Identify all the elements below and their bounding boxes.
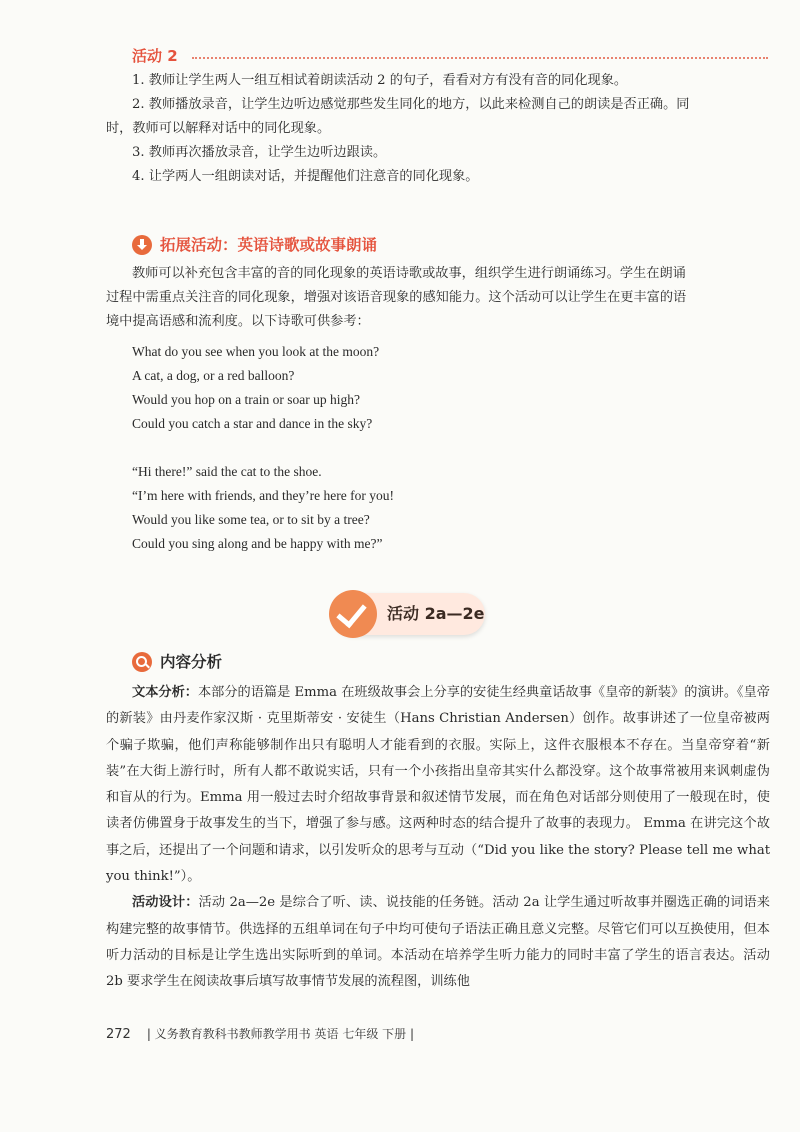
- check-icon: [329, 590, 377, 638]
- content-analysis-body: [106, 680, 770, 996]
- step-2-continued: 时，教师可以解释对话中的同化现象。: [106, 121, 331, 136]
- activity-design-text: 活动 2a—2e 是综合了听、读、说技能的任务链。活动 2a 让学生通过听故事并圈选正确的词语来构建完整的故事情节。供选择的五组单词在句子中均可使句子语法正确且意义完整。尽管它们可以互换使用，但本听力活动的目标是让学生选出实际听到的单词。本活动在培养学生听力能力的同时丰富了学生的语言表达。活动 2b 要求学生在阅读故事后填写故事情节发展的流程图，训练他: [106, 895, 770, 990]
- poem-line: What do you see when you look at the moon?: [132, 344, 380, 359]
- page-number: 272: [106, 1027, 131, 1042]
- stanza-gap: [132, 436, 732, 460]
- extension-line-1: 教师可以补充包含丰富的音的同化现象的英语诗歌或故事，组织学生进行朗诵练习。学生在朗诵: [132, 266, 686, 281]
- activity-badge-label: 活动 2a—2e: [387, 604, 485, 623]
- step-4: 4. 让学两人一组朗读对话，并提醒他们注意音的同化现象。: [132, 169, 479, 184]
- poem-line: Would you like some tea, or to sit by a tree?: [132, 512, 370, 527]
- text-analysis-paragraph: [106, 680, 770, 890]
- extension-description: [106, 262, 770, 334]
- activity-2-steps: [106, 69, 772, 189]
- content-analysis-header: [132, 650, 432, 674]
- download-icon: [132, 235, 152, 255]
- poem: [132, 340, 732, 556]
- step-1: 1. 教师让学生两人一组互相试着朗读活动 2 的句子，看看对方有没有音的同化现象。: [132, 73, 628, 88]
- extension-line-3: 境中提高语感和流利度。以下诗歌可供参考：: [106, 314, 370, 329]
- activity-2-header: [132, 46, 768, 66]
- poem-line: Would you hop on a train or soar up high?: [132, 392, 360, 407]
- activity-badge: [333, 593, 485, 635]
- poem-line: “Hi there!” said the cat to the shoe.: [132, 464, 322, 479]
- step-2: 2. 教师播放录音，让学生边听边感觉那些发生同化的地方，以此来检测自己的朗读是否正确。同: [132, 97, 690, 112]
- extension-line-2: 过程中需重点关注音的同化现象，增强对该语音现象的感知能力。这个活动可以让学生在更丰富的语: [106, 290, 687, 305]
- text-analysis-text: 本部分的语篇是 Emma 在班级故事会上分享的安徒生经典童话故事《皇帝的新装》的演讲。《皇帝的新装》由丹麦作家汉斯 · 克里斯蒂安 · 安徒生（Hans Christian Andersen）创作。故事讲述了一位皇帝被两个骗子欺骗，他们声称能够制作出只有聪明人才能看到的衣服。实际上，这件衣服根本不存在。当皇帝穿着“新装”在大街上游行时，所有人都不敢说实话，只有一个小孩指出皇帝其实什么都没穿。这个故事常被用来讽刺虚伪和盲从的行为。Emma 用一般过去时介绍故事背景和叙述情节发展，而在角色对话部分则使用了一般现在时，使读者仿佛置身于故事发生的当下，增强了参与感。这两种时态的结合提升了故事的表现力。 Emma 在讲完这个故事之后，还提出了一个问题和请求，以引发听众的思考与互动（“Did you like the story? Please tell me what you think!”）。: [106, 685, 770, 885]
- poem-line: Could you sing along and be happy with me?”: [132, 536, 383, 551]
- poem-line: Could you catch a star and dance in the sky?: [132, 416, 373, 431]
- activity-design-lead: 活动设计：: [132, 895, 199, 911]
- text-analysis-lead: 文本分析：: [132, 685, 198, 700]
- activity-design-paragraph: [106, 890, 770, 995]
- poem-line: A cat, a dog, or a red balloon?: [132, 368, 295, 383]
- step-3: 3. 教师再次播放录音，让学生边听边跟读。: [132, 145, 387, 160]
- extension-activity-header: [132, 233, 772, 257]
- extension-activity-title: 拓展活动：英语诗歌或故事朗诵: [160, 236, 378, 254]
- book-title: | 义务教育教科书教师教学用书 英语 七年级 下册 |: [146, 1027, 414, 1041]
- search-icon: [132, 652, 152, 672]
- dotted-divider: [192, 57, 768, 59]
- poem-line: “I’m here with friends, and they’re here for you!: [132, 488, 395, 503]
- page-footer: [106, 1024, 706, 1044]
- content-analysis-title: 内容分析: [160, 653, 223, 671]
- activity-2-label: 活动 2: [132, 47, 178, 65]
